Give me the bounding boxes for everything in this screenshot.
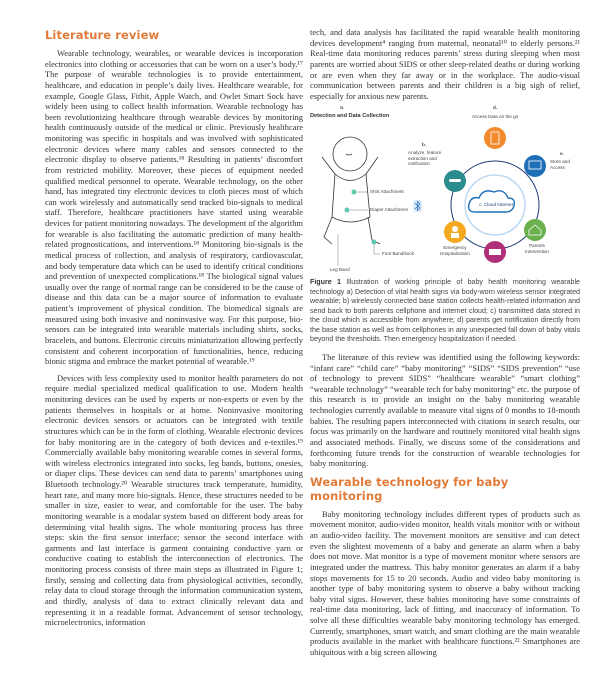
label-foot: Foot Band/sock (382, 251, 414, 257)
figure-panel-b-letter: b. (422, 142, 427, 148)
body-paragraph: The literature of this review was identified using the following keywords: “infant care” “child care” “baby monitoring” “SIDS” “SIDS prevention” “use of technology to prevent SIDS” “healthcare wearable” “smart clothing” “wearable technology” “wearable tech for baby monitoring” etc. the purpose of this research is to provide an insight on the baby monitoring wearable technologies currently available to measure vital signs of 0 months to 18-month babies. The resulting papers interconnected with citations in search results, our focus was primarily on the hardware and routinely monitored vital health signs and associated methods. Finally, we discuss some of the considerations and forthcoming future trends for the construction of wearable technologies for baby monitoring. (310, 351, 580, 469)
phone-icon (484, 127, 506, 149)
label-leg: Leg Band (330, 267, 350, 273)
body-paragraph: Wearable technology, wearables, or wearable devices is incorporation electronics into clothing or accessories that can be worn on a user’s body.¹⁷ The purpose of wearable technologies is to provide entertainment, healthcare, and education in people’s daily lives. Healthcare wearable, for example, Google Glass, Fitbit, Apple Watch, and Owlet Smart Sock have widely been using to collect health information. Wearable technology has been revolutionizing healthcare through wearable devices by monitoring health continuously outside of the medical or clinic. Previously healthcare monitoring was specific in hospitals and was involved with sophisticated electronic devices where many cables and sensors connected to the electronic display to observe patients.¹⁸ Resulting in patients’ discomfort from restricted mobility. Moreover, these pieces of equipment needed qualified medical personnel to operate. Wearable technology, on the other hand, has integrated tiny electronic devices to cloth pieces most of which can work wirelessly and automatically send tracked bio-signals to medical staff. Therefore, healthcare practitioners have started using wearable devices for patient monitoring nowadays. The development of the algorithm for wearable is also facilitating the automatic prediction of many health-related prognostications, and interventions.¹⁸ Monitoring bio-signals is the medical process of collection, and analysis of respiratory, cardiovascular, and body temperature data which can be used to identify critical conditions and prevention of unexpected complications.¹⁸ The biological signal values usually over the range of normal range can be considered to be the cause of disease and this data can be a major source of information to evaluate patient’s improvement of physical condition. The biomedical signals are measured using both invasive and noninvasive way. For this purpose, bio-sensors can be integrated into wearable materials including shirts, socks, bracelets, and buttons. Electronic circuits miniaturization allowing perfectly consistent and coherent incorporation of functionalities, hence, reducing bionic stigma and embrace the market potential of wearable.¹⁹ (45, 48, 303, 367)
label-analyze: Analyze, feature extraction and notification (408, 150, 442, 167)
section-heading-literature-review: Literature review (45, 28, 160, 42)
label-store: Store and Access (550, 159, 570, 170)
figure-caption (310, 278, 580, 345)
caption-text: Illustration of working principle of baby health monitoring wearable technology a) Detection of vital health signs via body-worn wireless sensor integrated wearable; b) wirelessly connected base station collects health-related information and send back to both parents cellphone and internet cloud; c) transmitted data stored in the cloud which is accessible from anywhere; d) parents get notification directly from the base station as well as from cellphones in any unexpected fall down of baby vitals beyond the thresholds. Then emergency hospitalization if needed. (310, 278, 580, 344)
label-shirt: Shirt Attachment (370, 189, 404, 195)
caption-label: Figure 1 (310, 278, 341, 287)
figure-panel-a-title: Detection and Data Collection (310, 113, 390, 120)
label-cloud: c. Cloud Internet (479, 202, 513, 208)
figure-panel-e-letter: e. (560, 151, 564, 157)
parents-icon (524, 219, 546, 241)
label-emergency: Emergency Hospitalization (440, 245, 470, 256)
figure-panel-a-letter: a. (340, 105, 345, 112)
bluetooth-icon (413, 200, 422, 212)
label-diaper: Diaper Attachment (370, 207, 408, 213)
body-paragraph: Devices with less complexity used to monitor health parameters do not require medial specialized medical qualification to use. Modern health monitoring devices can be used by experts or non-experts or even by the patients themselves in hospitals or at home. Noninvasive monitoring electronic devices sensors or actuators can be integrated with textile structures which can be in the form of clothing. Wearable electronic devices for baby monitoring are in the category of both devices and e-textiles.¹⁹ Commercially available baby monitoring wearable comes in several forms, with wireless electronics integrated into socks, leg bands, buttons, onesies, or diaper clips. These devices can send data to parents’ smartphones using Bluetooth technology.²⁰ Wearable structures track temperature, humidity, heart rate, and many more bio-signals. Hence, these structures needed to be smaller in size, easier to wear, and comfortable for the user. The baby monitoring wearable is a modalar system based on different body areas for determining vital health signs. The whole monitoring process has three steps: skin the first sensor interface; sensor the second interface with garments and last interface is garment containing conductive yarn or conductive coating to establish the interconnection of electronics. The monitoring process consists of three main steps as illustrated in Figure 1; firstly, sensing and collecting data from physiological activities, secondly, relay data to cloud storage through the information communication system, and thirdly, analysis of data to extract clinically relevant data and representing it in a readable format. Advancement of sensor technology, microelectronics, information (45, 372, 303, 628)
figure-1 (310, 105, 580, 274)
figure-panel-d-letter: d. (493, 105, 498, 111)
section-heading-wearable-baby-monitoring: Wearable technology for baby monitoring (310, 474, 509, 503)
label-access-data: Access Data on the go (472, 114, 519, 120)
left-column (45, 28, 303, 628)
body-paragraph: Baby monitoring technology includes different types of products such as movement monitor, audio-video monitor, health vitals monitor with or without an audio-video facility. The movement monitors are sensitive and can detect even the slightest movements of a baby and generate an alarm when a baby does not move. Mat monitor is a type of movement monitor where sensors are integrated under the mattress. This baby monitor generates an alarm if a baby stops movements for 15 to 20 seconds. Audio and video baby monitoring is another type of baby monitoring system to observe a baby without tracking baby vital signs. However, these babies monitoring have some constraints of real-time data monitoring, lack of fitting, and inaccuracy of information. To solve all these difficulties wearable baby monitoring technology has emerged. Currently, smartphones, smart watch, and smart clothing are the main wearable products available in the market with healthcare functions.²² Smartphones are ubiquitous with a big screen allowing (310, 508, 580, 657)
leader-lines (338, 192, 380, 266)
label-parents: Parents Intervention (524, 243, 549, 254)
computer-icon (524, 155, 546, 177)
right-column (310, 27, 580, 658)
body-paragraph: tech, and data analysis has facilitated the rapid wearable health monitoring devices development⁴ ranging from maternal, neonatal¹⁰ to elderly persons.²¹ Real-time data monitoring reduces parents’ stress during sleeping when most parents are worried about SIDS or other sleep-related deaths or during working or are even when they far away or in the workplace. The audio-visual communication between parents and their children is a big sigh of relief, especially for anxious new parents. (310, 27, 580, 101)
